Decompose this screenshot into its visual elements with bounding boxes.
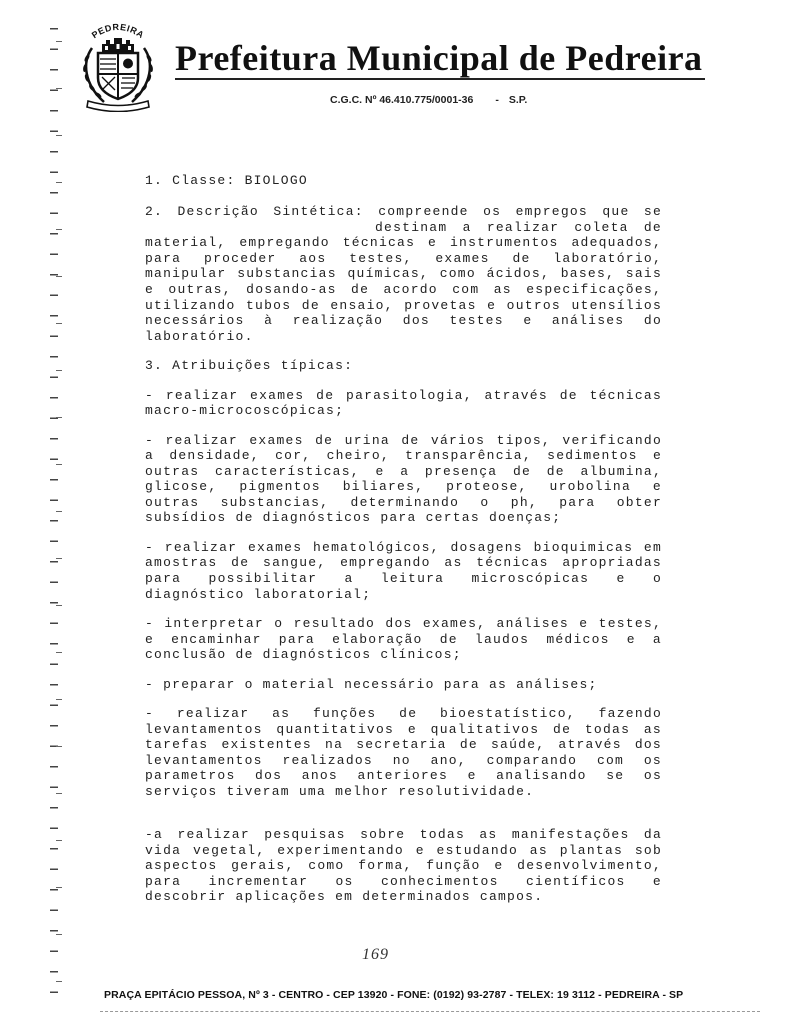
text-line: destinam a realizar coleta de <box>375 219 662 235</box>
attribution-item <box>145 388 662 419</box>
text-line: para possibilitar a leitura microscópicas e o <box>145 571 662 587</box>
attribution-item <box>145 540 662 602</box>
text-line: diagnóstico laboratorial; <box>145 586 372 602</box>
text-line: manipular substancias químicas, como ácidos, bases, sais <box>145 266 662 282</box>
text-line: outras características, e a presença de de albumina, <box>145 463 662 479</box>
text-line: - realizar exames de urina de vários tipos, verificando <box>145 432 662 448</box>
page-edge-line <box>100 1011 760 1012</box>
text-line: laboratório. <box>145 328 254 344</box>
text-line: - interpretar o resultado dos exames, análises e testes, <box>145 616 662 632</box>
title-underline <box>175 78 705 80</box>
text-line: parametros dos anos anteriores e analisando se os <box>145 768 662 784</box>
text-line: para incrementar os conhecimentos científicos e <box>145 873 662 889</box>
text-line: conclusão de diagnósticos clínicos; <box>145 647 462 663</box>
attribution-item <box>145 616 662 663</box>
text-line: e outras, dosando-as de acordo com as especificações, <box>145 281 662 297</box>
text-line: utilizando tubos de ensaio, provetas e outros utensílios <box>145 297 662 313</box>
attribution-item <box>145 677 662 693</box>
text-line: material, empregando técnicas e instrumentos adequados, <box>145 235 662 251</box>
cgc-number: C.G.C. Nº 46.410.775/0001-36 <box>330 94 474 106</box>
text-line: necessários à realização dos testes e análises do <box>145 313 662 329</box>
page-title: Prefeitura Municipal de Pedreira <box>175 38 703 78</box>
attribution-item <box>145 827 662 905</box>
text-line: - realizar exames de parasitologia, através de técnicas <box>145 387 662 403</box>
seal-lettering: PEDREIRA <box>89 22 147 41</box>
text-line: a densidade, cor, cheiro, transparência, sedimentos e <box>145 448 662 464</box>
text-line: levantamentos realizados no ano, comparando com os <box>145 752 662 768</box>
seal-lettering-text <box>90 22 146 40</box>
text-line: vida vegetal, experimentando e estudando as plantas sob <box>145 842 662 858</box>
text-line: levantamentos quantitativos e qualitativos de todas as <box>145 721 662 737</box>
shield <box>98 53 138 99</box>
text-line: para proceder aos testes, exames de laboratório, <box>145 250 662 266</box>
coat-of-arms-logo <box>78 22 158 112</box>
text-line: - realizar as funções de bioestatístico, fazendo <box>145 706 662 721</box>
synthetic-description <box>145 204 662 344</box>
cgc-state: S.P. <box>508 94 528 106</box>
cgc-separator: - <box>495 94 499 106</box>
text-line: macro-microcoscópicas; <box>145 403 345 419</box>
motto-ribbon <box>87 101 149 112</box>
footer-address: PRAÇA EPITÁCIO PESSOA, Nº 3 - CENTRO - CEP 13920 - FONE: (0192) 93-2787 - TELEX: 19 3112 - PEDREIRA - SP <box>104 989 684 1001</box>
text-line: e encaminhar para elaboração de laudos médicos e a <box>145 631 662 647</box>
text-line: tarefas existentes na secretaria de saúde, através dos <box>145 737 662 753</box>
attribution-item <box>145 433 662 527</box>
text-line: -a realizar pesquisas sobre todas as manifestações da <box>145 827 662 843</box>
document-body <box>145 173 662 905</box>
text-line: glicose, pigmentos biliares, proteose, urobolina e <box>145 479 662 495</box>
text-line: serviços tiveram uma melhor resolutividade. <box>145 783 535 799</box>
margin-scan-marks <box>56 41 62 1001</box>
text-line: subsídios de diagnósticos para certas doenças; <box>145 510 562 526</box>
text-line: - preparar o material necessário para as análises; <box>145 676 598 692</box>
class-line: 1. Classe: BIOLOGO <box>145 173 308 188</box>
attributions-heading: 3. Atribuições típicas: <box>145 358 354 374</box>
text-line: - realizar exames hematológicos, dosagens bioquimicas em <box>145 539 662 555</box>
text-line: 2. Descrição Sintética: compreende os empregos que se <box>145 203 662 219</box>
text-line: descobrir aplicações em determinados campos. <box>145 889 544 905</box>
cgc-registration <box>330 94 527 106</box>
attribution-item <box>145 706 662 800</box>
text-line: amostras de sangue, empregando as técnicas apropriadas <box>145 555 662 571</box>
mural-crown <box>102 38 134 53</box>
text-line: aspectos gerais, como forma, função e desenvolvimento, <box>145 858 662 874</box>
text-line: outras substancias, determinando o ph, para obter <box>145 494 662 510</box>
page-number: 169 <box>362 946 389 963</box>
